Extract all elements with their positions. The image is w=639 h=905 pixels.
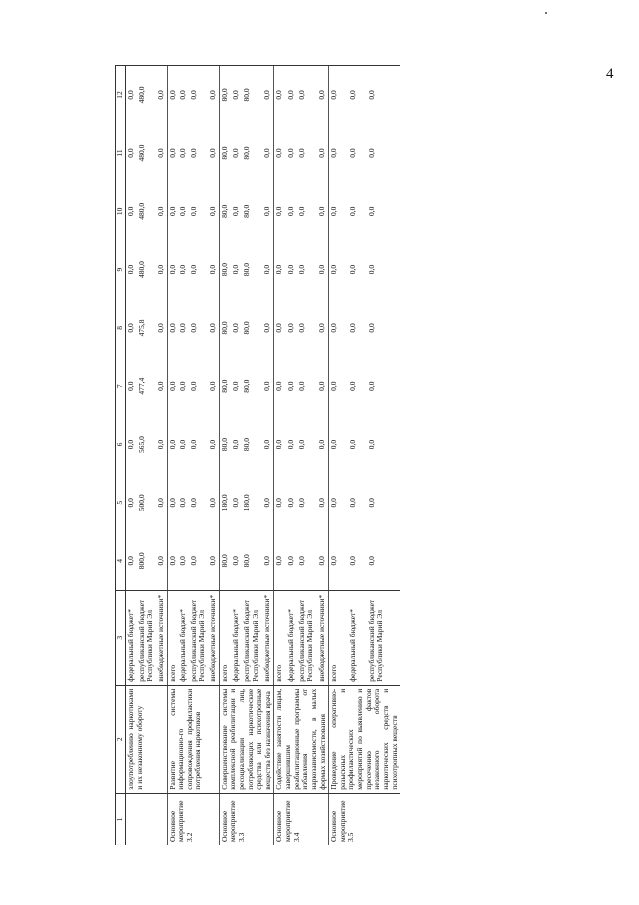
amount-cell: 0,0 — [208, 323, 217, 333]
amount-cell: 0,0 — [208, 498, 217, 508]
amount-cell: 0,0 — [296, 264, 306, 275]
amount-cell: 0,0 — [296, 439, 306, 450]
table-row — [219, 66, 231, 846]
amount-cell: 0,0 — [329, 66, 348, 124]
amount-cell: 0,0 — [167, 124, 178, 182]
amount-cell: 0,0 — [285, 148, 295, 158]
amount-cell: 0,0 — [367, 532, 401, 590]
amount-cell: 0,0 — [262, 323, 272, 333]
amount-cell: 180,0 — [241, 494, 251, 512]
amount-cell: 0,0 — [366, 381, 376, 391]
funding-source: республиканский бюджет Республики Марий Эл — [137, 590, 156, 685]
header-cell: 9 — [116, 240, 126, 298]
amount-cell: 0,0 — [348, 381, 358, 391]
amount-cell: 80,0 — [241, 321, 251, 335]
funding-source: внебюджетные источники* — [156, 590, 167, 685]
amount-cell: 0,0 — [155, 498, 165, 508]
amount-cell: 0,0 — [285, 381, 295, 391]
amount-cell: 800,0 — [137, 532, 156, 590]
amount-cell: 0,0 — [167, 299, 178, 357]
amount-cell: 0,0 — [348, 206, 358, 216]
amount-cell: 0,0 — [262, 532, 274, 590]
amount-cell: 0,0 — [262, 439, 272, 450]
amount-cell: 0,0 — [126, 264, 135, 275]
amount-cell: 477,4 — [136, 377, 146, 395]
amount-cell: 0,0 — [155, 206, 165, 216]
amount-cell: 0,0 — [274, 66, 286, 124]
measure-name: злоупотреблению наркотиками и их незаконному обороту — [126, 685, 168, 793]
amount-cell: 0,0 — [178, 323, 188, 333]
amount-cell: 0,0 — [230, 148, 240, 158]
funding-source: внебюджетные источники* — [317, 590, 329, 685]
amount-cell: 0,0 — [296, 148, 306, 158]
amount-cell: 0,0 — [366, 148, 376, 158]
funding-source: республиканский бюджет Республики Марий Эл — [242, 590, 262, 685]
amount-cell: 0,0 — [316, 498, 326, 508]
amount-cell: 0,0 — [366, 206, 376, 216]
amount-cell: 475,8 — [136, 319, 146, 337]
amount-cell: 480,0 — [137, 66, 156, 124]
amount-cell: 0,0 — [262, 498, 272, 508]
header-cell: 3 — [116, 590, 126, 685]
table-row — [167, 66, 178, 846]
amount-cell: 0,0 — [285, 323, 295, 333]
funding-source: республиканский бюджет Республики Марий Эл — [367, 590, 401, 685]
amount-cell: 0,0 — [329, 415, 348, 473]
amount-cell: 80,0 — [219, 66, 231, 124]
amount-cell: 0,0 — [231, 66, 242, 124]
amount-cell: 0,0 — [348, 439, 358, 450]
amount-cell: 0,0 — [178, 498, 188, 508]
amount-cell: 0,0 — [178, 148, 188, 158]
amount-cell: 0,0 — [329, 182, 348, 240]
measure-label — [126, 793, 168, 845]
amount-cell: 80,0 — [219, 124, 231, 182]
amount-cell: 0,0 — [348, 264, 358, 275]
amount-cell: 480,0 — [136, 144, 146, 162]
amount-cell: 0,0 — [274, 240, 286, 298]
amount-cell: 0,0 — [285, 206, 295, 216]
funding-source: федеральный бюджет* — [126, 590, 137, 685]
amount-cell: 0,0 — [329, 357, 348, 415]
amount-cell: 0,0 — [317, 66, 329, 124]
amount-cell: 0,0 — [285, 264, 295, 275]
funding-source: федеральный бюджет* — [286, 590, 297, 685]
header-cell: 2 — [116, 685, 126, 793]
amount-cell: 480,0 — [136, 261, 146, 279]
scan-speck — [545, 12, 547, 14]
amount-cell: 0,0 — [316, 148, 326, 158]
amount-cell: 0,0 — [274, 299, 286, 357]
amount-cell: 0,0 — [208, 66, 219, 124]
amount-cell: 0,0 — [167, 415, 178, 473]
amount-cell: 0,0 — [286, 66, 297, 124]
amount-cell: 0,0 — [208, 381, 217, 391]
amount-cell: 0,0 — [262, 66, 274, 124]
amount-cell: 0,0 — [189, 532, 208, 590]
rotated-table-sheet — [115, 65, 635, 845]
amount-cell: 0,0 — [208, 532, 219, 590]
funding-source: федеральный бюджет* — [178, 590, 189, 685]
amount-cell: 0,0 — [208, 148, 217, 158]
amount-cell: 0,0 — [126, 532, 137, 590]
funding-source: федеральный бюджет* — [348, 590, 367, 685]
amount-cell: 0,0 — [329, 299, 348, 357]
amount-cell: 0,0 — [167, 474, 178, 532]
measure-label: Основное мероприятие 3.4 — [274, 793, 329, 845]
measure-name: Содействие занятости лицам, завершившим реабилитационные программы избавления от наркозависимости, в малых формах хозяйствования — [274, 685, 329, 793]
amount-cell: 0,0 — [296, 498, 306, 508]
measure-name: Совершенствование системы комплексной реабилитации и ресоциализации лиц, потребляющих наркотические средства или психотропные вещества без назначения врача — [219, 685, 274, 793]
amount-cell: 0,0 — [126, 381, 135, 391]
amount-cell: 0,0 — [329, 474, 348, 532]
amount-cell: 0,0 — [126, 148, 135, 158]
amount-cell: 0,0 — [316, 264, 326, 275]
table-body — [116, 66, 401, 846]
measure-name: Развитие системы информационно-го сопровождения профилактики потребления наркотиков — [167, 685, 219, 793]
amount-cell: 0,0 — [188, 498, 198, 508]
amount-cell: 0,0 — [167, 182, 178, 240]
amount-cell: 0,0 — [126, 206, 135, 216]
amount-cell: 0,0 — [262, 381, 272, 391]
amount-cell: 0,0 — [274, 124, 286, 182]
funding-source: всего — [329, 590, 348, 685]
amount-cell: 0,0 — [188, 323, 198, 333]
amount-cell: 0,0 — [274, 415, 286, 473]
amount-cell: 0,0 — [285, 439, 295, 450]
amount-cell: 0,0 — [155, 381, 165, 391]
amount-cell: 0,0 — [297, 66, 317, 124]
amount-cell: 0,0 — [366, 264, 376, 275]
amount-cell: 0,0 — [156, 532, 167, 590]
measure-label: Основное мероприятие 3.3 — [219, 793, 274, 845]
amount-cell: 0,0 — [286, 532, 297, 590]
amount-cell: 0,0 — [178, 264, 188, 275]
amount-cell: 0,0 — [316, 439, 326, 450]
amount-cell: 80,0 — [219, 415, 231, 473]
amount-cell: 0,0 — [155, 323, 165, 333]
amount-cell: 0,0 — [231, 532, 242, 590]
header-cell: 6 — [116, 415, 126, 473]
amount-cell: 0,0 — [167, 66, 178, 124]
amount-cell: 0,0 — [348, 323, 358, 333]
amount-cell: 0,0 — [188, 206, 198, 216]
amount-cell: 80,0 — [241, 379, 251, 393]
amount-cell: 0,0 — [274, 357, 286, 415]
header-cell: 7 — [116, 357, 126, 415]
amount-cell: 80,0 — [241, 263, 251, 277]
funding-source: республиканский бюджет Республики Марий Эл — [189, 590, 208, 685]
amount-cell: 0,0 — [296, 323, 306, 333]
table-row — [126, 66, 137, 846]
amount-cell: 0,0 — [208, 264, 217, 275]
amount-cell: 0,0 — [167, 357, 178, 415]
amount-cell: 0,0 — [188, 439, 198, 450]
amount-cell: 0,0 — [167, 532, 178, 590]
amount-cell: 0,0 — [329, 240, 348, 298]
amount-cell: 0,0 — [262, 264, 272, 275]
amount-cell: 0,0 — [348, 148, 358, 158]
funding-source: внебюджетные источники* — [262, 590, 274, 685]
measure-label: Основное мероприятие 3.5 — [329, 793, 401, 845]
amount-cell: 80,0 — [241, 146, 251, 160]
amount-cell: 0,0 — [329, 124, 348, 182]
funding-source: республиканский бюджет Республики Марий Эл — [297, 590, 317, 685]
amount-cell: 0,0 — [348, 66, 367, 124]
funding-source: всего — [167, 590, 178, 685]
amount-cell: 0,0 — [367, 66, 401, 124]
measure-label: Основное мероприятие 3.2 — [167, 793, 219, 845]
amount-cell: 80,0 — [219, 532, 231, 590]
amount-cell: 80,0 — [219, 357, 231, 415]
amount-cell: 0,0 — [188, 148, 198, 158]
amount-cell: 0,0 — [156, 66, 167, 124]
amount-cell: 0,0 — [366, 498, 376, 508]
amount-cell: 0,0 — [230, 439, 240, 450]
funding-source: всего — [219, 590, 231, 685]
amount-cell: 0,0 — [178, 66, 189, 124]
amount-cell: 80,0 — [241, 204, 251, 218]
amount-cell: 0,0 — [230, 264, 240, 275]
amount-cell: 0,0 — [262, 148, 272, 158]
page-number: 4 — [606, 66, 614, 82]
funding-source: внебюджетные источники* — [208, 590, 219, 685]
amount-cell: 0,0 — [366, 323, 376, 333]
header-cell: 5 — [116, 474, 126, 532]
header-cell: 8 — [116, 299, 126, 357]
amount-cell: 0,0 — [262, 206, 272, 216]
amount-cell: 0,0 — [189, 66, 208, 124]
header-cell: 12 — [116, 66, 126, 124]
amount-cell: 180,0 — [219, 474, 231, 532]
amount-cell: 0,0 — [208, 439, 217, 450]
amount-cell: 80,0 — [219, 299, 231, 357]
amount-cell: 0,0 — [126, 66, 137, 124]
amount-cell: 0,0 — [178, 206, 188, 216]
amount-cell: 0,0 — [297, 532, 317, 590]
amount-cell: 0,0 — [296, 381, 306, 391]
amount-cell: 80,0 — [219, 240, 231, 298]
amount-cell: 0,0 — [274, 182, 286, 240]
amount-cell: 0,0 — [230, 323, 240, 333]
amount-cell: 0,0 — [316, 323, 326, 333]
amount-cell: 0,0 — [274, 532, 286, 590]
funding-source: федеральный бюджет* — [231, 590, 242, 685]
amount-cell: 0,0 — [317, 532, 329, 590]
amount-cell: 80,0 — [219, 182, 231, 240]
table-row — [274, 66, 286, 846]
amount-cell: 80,0 — [241, 437, 251, 452]
header-cell: 10 — [116, 182, 126, 240]
amount-cell: 80,0 — [242, 66, 262, 124]
amount-cell: 0,0 — [188, 264, 198, 275]
amount-cell: 0,0 — [178, 381, 188, 391]
amount-cell: 0,0 — [155, 439, 165, 450]
funding-source: всего — [274, 590, 286, 685]
amount-cell: 0,0 — [348, 532, 367, 590]
amount-cell: 0,0 — [126, 439, 135, 450]
amount-cell: 0,0 — [274, 474, 286, 532]
amount-cell: 500,0 — [136, 494, 146, 512]
amount-cell: 0,0 — [329, 532, 348, 590]
amount-cell: 0,0 — [155, 148, 165, 158]
amount-cell: 0,0 — [296, 206, 306, 216]
header-cell: 1 — [116, 793, 126, 845]
amount-cell: 0,0 — [188, 381, 198, 391]
funding-table — [115, 65, 400, 845]
amount-cell: 565,0 — [136, 436, 146, 453]
amount-cell: 0,0 — [316, 206, 326, 216]
amount-cell: 0,0 — [285, 498, 295, 508]
amount-cell: 480,0 — [136, 202, 146, 220]
amount-cell: 0,0 — [126, 498, 135, 508]
amount-cell: 0,0 — [230, 206, 240, 216]
measure-name: Проведение оперативно-разыскных и профилактических мероприятий по выявлению и пресечению фактов незаконного оборота наркотических средств и психотропных веществ — [329, 685, 401, 793]
amount-cell: 0,0 — [208, 206, 217, 216]
amount-cell: 0,0 — [167, 240, 178, 298]
amount-cell: 0,0 — [178, 439, 188, 450]
amount-cell: 0,0 — [178, 532, 189, 590]
amount-cell: 0,0 — [316, 381, 326, 391]
amount-cell: 0,0 — [155, 264, 165, 275]
header-cell: 4 — [116, 532, 126, 590]
amount-cell: 0,0 — [230, 498, 240, 508]
amount-cell: 80,0 — [242, 532, 262, 590]
amount-cell: 0,0 — [126, 323, 135, 333]
amount-cell: 0,0 — [230, 381, 240, 391]
amount-cell: 0,0 — [348, 498, 358, 508]
table-row — [329, 66, 348, 846]
header-row — [116, 66, 126, 846]
header-cell: 11 — [116, 124, 126, 182]
amount-cell: 0,0 — [366, 439, 376, 450]
